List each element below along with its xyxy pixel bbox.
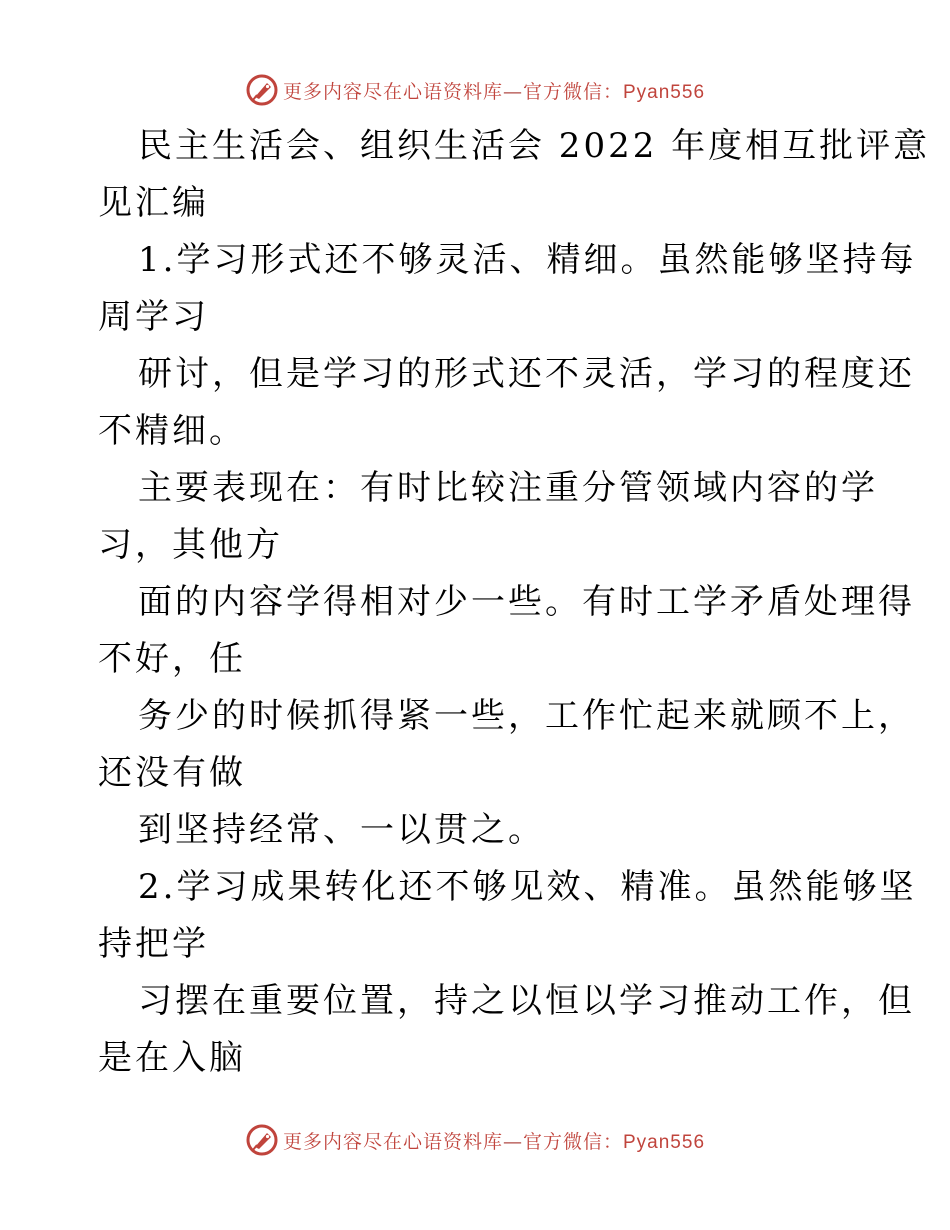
footer-watermark-banner [0, 1120, 950, 1160]
text-line: 务少的时候抓得紧一些，工作忙起来就顾不上， [138, 696, 915, 736]
pen-nib-logo-icon [245, 1123, 279, 1157]
watermark-text [283, 77, 705, 104]
text-line: 不精细。 [98, 411, 246, 451]
text-line: 不好，任 [98, 639, 246, 679]
watermark-main-text: 更多内容尽在心语资料库 [282, 1130, 503, 1153]
watermark-separator: — [502, 1130, 523, 1153]
watermark-separator: — [502, 80, 523, 103]
text-line: 到坚持经常、一以贯之。 [138, 810, 545, 850]
text-line: 持把学 [98, 924, 209, 964]
text-line: 习摆在重要位置，持之以恒以学习推动工作，但 [138, 981, 915, 1021]
text-line: 是在入脑 [98, 1038, 246, 1078]
text-line: 主要表现在：有时比较注重分管领域内容的学 [138, 468, 878, 508]
text-line: 见汇编 [98, 183, 209, 223]
pen-nib-logo-icon [245, 73, 279, 107]
watermark-official-label: 官方微信： [522, 80, 623, 103]
text-line: 1.学习形式还不够灵活、精细。虽然能够坚持每 [138, 240, 917, 280]
header-watermark-banner [0, 70, 950, 110]
text-line: 周学习 [98, 297, 209, 337]
watermark-wechat-id: Pyan556 [623, 1131, 706, 1153]
watermark-official-label: 官方微信： [522, 1130, 623, 1153]
text-line: 还没有做 [98, 753, 246, 793]
watermark-text [283, 1127, 705, 1154]
text-line: 面的内容学得相对少一些。有时工学矛盾处理得 [138, 582, 915, 622]
watermark-main-text: 更多内容尽在心语资料库 [282, 80, 503, 103]
text-line: 2.学习成果转化还不够见效、精准。虽然能够坚 [138, 867, 917, 907]
text-line: 习，其他方 [98, 525, 283, 565]
document-body [98, 118, 931, 1087]
text-line: 研讨，但是学习的形式还不灵活，学习的程度还 [138, 354, 915, 394]
watermark-wechat-id: Pyan556 [623, 81, 706, 103]
text-line: 民主生活会、组织生活会 2022 年度相互批评意 [138, 126, 931, 166]
